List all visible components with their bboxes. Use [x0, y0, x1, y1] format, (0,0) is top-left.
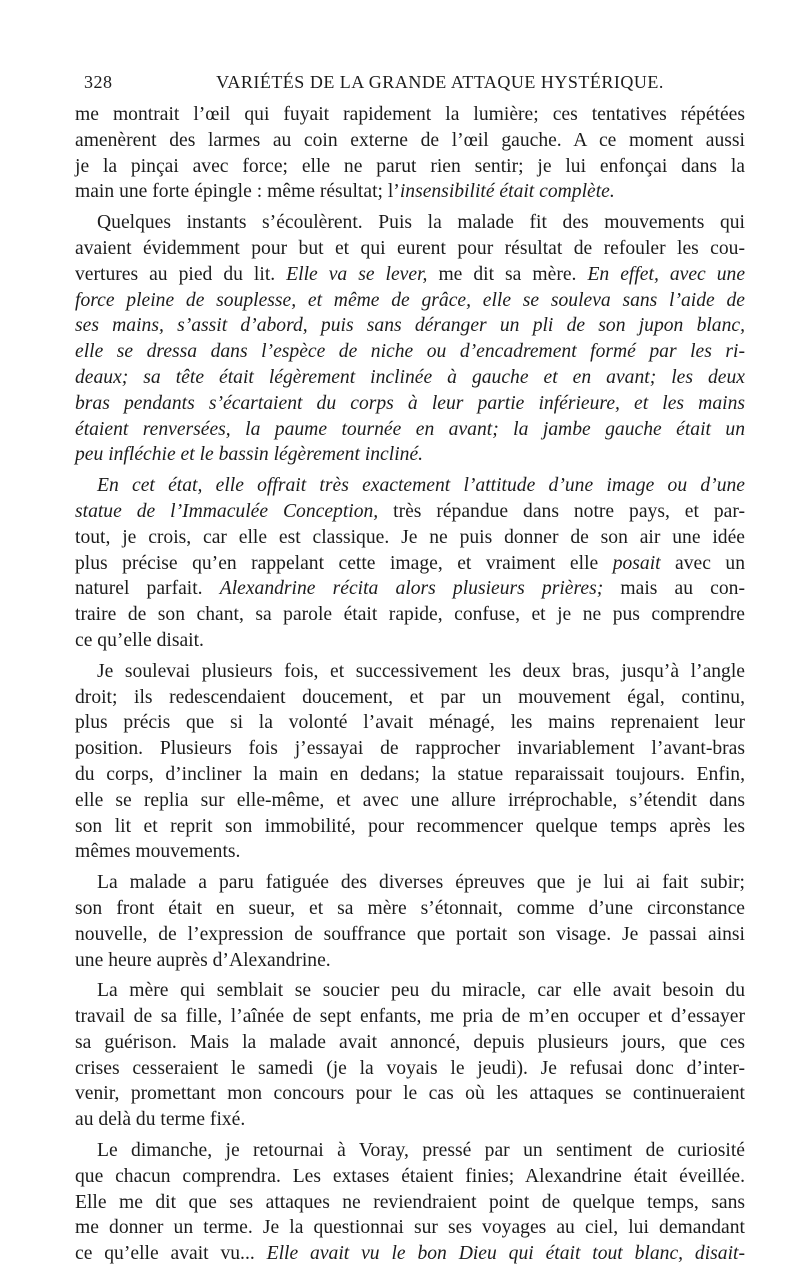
- text-span: Je soulevai plusieurs fois, et successivement les deux bras, jusqu’à l’angle: [97, 660, 745, 682]
- text-line: [75, 896, 745, 922]
- text-line: [75, 288, 745, 314]
- italic-text: peu infléchie et le bassin légèrement incliné.: [75, 444, 424, 466]
- text-line: [75, 602, 745, 628]
- text-line: [75, 499, 745, 525]
- paragraph: [75, 210, 745, 468]
- text-span: Le dimanche, je retournai à Voray, pressé par un sentiment de curiosité: [97, 1140, 745, 1162]
- italic-text: Elle avait vu le bon Dieu qui était tout blanc, disait-: [266, 1243, 745, 1265]
- italic-text: insensibilité était complète.: [399, 181, 615, 203]
- italic-text: étaient renversées, la paume tournée en avant; la jambe gauche était un: [75, 418, 745, 440]
- text-span: traire de son chant, sa parole était rapide, confuse, et je ne pus comprendre: [75, 604, 745, 626]
- text-span: avaient évidemment pour but et qui eurent pour résultat de refouler les cou-: [75, 237, 745, 259]
- text-line: [75, 262, 745, 288]
- italic-text: Elle va se lever,: [286, 263, 428, 285]
- text-line: [75, 922, 745, 948]
- text-span: très répandue dans notre pays, et par-: [378, 500, 745, 522]
- text-span: ce qu’elle disait.: [75, 629, 204, 651]
- text-line: [75, 313, 745, 339]
- text-span: vertures au pied du lit.: [75, 263, 287, 285]
- text-span: que chacun comprendra. Les extases étaient finies; Alexandrine était éveillée.: [75, 1165, 745, 1187]
- text-span: ce qu’elle avait vu...: [75, 1243, 267, 1265]
- text-span: mais au con-: [603, 578, 745, 600]
- text-span: me montrait l’œil qui fuyait rapidement la lumière; ces tentatives répétées: [75, 104, 745, 125]
- text-line: [75, 442, 745, 468]
- text-line: [75, 391, 745, 417]
- italic-text: force pleine de souplesse, et même de grâce, elle se souleva sans l’aide de: [75, 289, 745, 311]
- text-span: amenèrent des larmes au coin externe de l’œil gauche. A ce moment aussi: [75, 129, 745, 151]
- paragraph: [75, 1138, 745, 1267]
- text-line: [75, 788, 745, 814]
- page-header: [80, 68, 760, 98]
- text-span: travail de sa fille, l’aînée de sept enfants, me pria de m’en occuper et d’essayer: [75, 1006, 745, 1028]
- text-line: [75, 236, 745, 262]
- text-line: [75, 128, 745, 154]
- text-span: au delà du terme fixé.: [75, 1109, 246, 1131]
- text-line: [75, 365, 745, 391]
- text-line: [75, 473, 745, 499]
- text-line: [75, 1215, 745, 1241]
- italic-text: En effet, avec une: [587, 263, 746, 285]
- text-span: droit; ils redescendaient doucement, et par un mouvement égal, continu,: [75, 686, 745, 708]
- text-line: [75, 736, 745, 762]
- paragraph: [75, 870, 745, 973]
- text-span: crises cesseraient le samedi (je la voyais le jeudi). Je refusai donc d’inter-: [75, 1057, 745, 1079]
- paragraph: [75, 978, 745, 1133]
- text-span: sa guérison. Mais la malade avait annoncé, depuis plusieurs jours, que ces: [75, 1031, 745, 1053]
- text-line: [75, 814, 745, 840]
- text-line: [75, 1164, 745, 1190]
- text-line: [75, 551, 745, 577]
- text-line: [75, 154, 745, 180]
- text-span: plus précis que si la volonté l’avait ménagé, les mains reprenaient leur: [75, 712, 745, 734]
- italic-text: elle se dressa dans l’espèce de niche ou d’encadrement formé par les ri-: [75, 341, 745, 363]
- text-line: [75, 417, 745, 443]
- paragraph: [75, 102, 745, 205]
- text-span: son lit et reprit son immobilité, pour recommencer quelque temps après les: [75, 815, 745, 837]
- text-span: avec un: [660, 552, 746, 574]
- text-span: tout, je crois, car elle est classique. Je ne puis donner de son air une idée: [75, 526, 745, 548]
- text-line: [75, 102, 745, 128]
- text-span: venir, promettant mon concours pour le cas où les attaques se continueraient: [75, 1083, 745, 1105]
- text-line: [75, 870, 745, 896]
- text-span: La mère qui semblait se soucier peu du miracle, car elle avait besoin du: [97, 980, 745, 1002]
- text-span: son front était en sueur, et sa mère s’étonnait, comme d’une circonstance: [75, 897, 745, 919]
- text-line: [75, 179, 745, 205]
- text-line: [75, 685, 745, 711]
- text-line: [75, 1056, 745, 1082]
- text-line: [75, 1190, 745, 1216]
- text-line: [75, 839, 745, 865]
- page-number: 328: [84, 72, 113, 92]
- italic-text: posait: [612, 552, 661, 574]
- italic-text: ses mains, s’assit d’abord, puis sans déranger un pli de son jupon blanc,: [75, 315, 745, 337]
- text-line: [75, 525, 745, 551]
- text-line: [75, 210, 745, 236]
- text-line: [75, 1081, 745, 1107]
- text-span: main une forte épingle : même résultat; l’: [75, 181, 400, 203]
- text-line: [75, 1004, 745, 1030]
- text-line: [75, 1030, 745, 1056]
- text-span: Quelques instants s’écoulèrent. Puis la malade fit des mouvements qui: [97, 212, 745, 234]
- text-span: Elle me dit que ses attaques ne reviendraient point de quelque temps, sans: [75, 1191, 745, 1213]
- text-span: me donner un terme. Je la questionnai sur ses voyages au ciel, lui demandant: [75, 1217, 745, 1239]
- text-line: [75, 576, 745, 602]
- text-line: [75, 339, 745, 365]
- text-span: me dit sa mère.: [427, 263, 588, 285]
- italic-text: En cet état, elle offrait très exactement l’attitude d’une image ou d’une: [97, 475, 745, 497]
- text-line: [75, 710, 745, 736]
- text-span: une heure auprès d’Alexandrine.: [75, 949, 331, 971]
- italic-text: Alexandrine récita alors plusieurs prières;: [219, 578, 604, 600]
- text-span: je la pinçai avec force; elle ne parut rien sentir; je lui enfonçai dans la: [75, 155, 745, 177]
- text-line: [75, 659, 745, 685]
- body-text: [75, 102, 745, 1267]
- text-span: plus précise qu’en rappelant cette image, et vraiment elle: [75, 552, 613, 574]
- text-line: [75, 762, 745, 788]
- text-line: [75, 1107, 745, 1133]
- text-span: position. Plusieurs fois j’essayai de rapprocher invariablement l’avant-bras: [75, 738, 745, 760]
- italic-text: statue de l’Immaculée Conception,: [75, 500, 379, 522]
- paragraph: [75, 659, 745, 865]
- italic-text: bras pendants s’écartaient du corps à leur partie inférieure, et les mains: [75, 392, 745, 414]
- text-span: mêmes mouvements.: [75, 841, 241, 863]
- text-line: [75, 978, 745, 1004]
- italic-text: deaux; sa tête était légèrement inclinée à gauche et en avant; les deux: [75, 366, 745, 388]
- text-line: [75, 628, 745, 654]
- running-title: VARIÉTÉS DE LA GRANDE ATTAQUE HYSTÉRIQUE.: [216, 72, 664, 92]
- text-line: [75, 1138, 745, 1164]
- text-span: La malade a paru fatiguée des diverses épreuves que je lui ai fait subir;: [97, 872, 745, 894]
- text-span: elle se replia sur elle-même, et avec une allure irréprochable, s’étendit dans: [75, 789, 745, 811]
- text-span: du corps, d’incliner la main en dedans; la statue reparaissait toujours. Enfin,: [75, 763, 745, 785]
- text-line: [75, 1241, 745, 1267]
- text-span: naturel parfait.: [75, 578, 220, 600]
- text-line: [75, 948, 745, 974]
- text-span: nouvelle, de l’expression de souffrance que portait son visage. Je passai ainsi: [75, 923, 745, 945]
- paragraph: [75, 473, 745, 654]
